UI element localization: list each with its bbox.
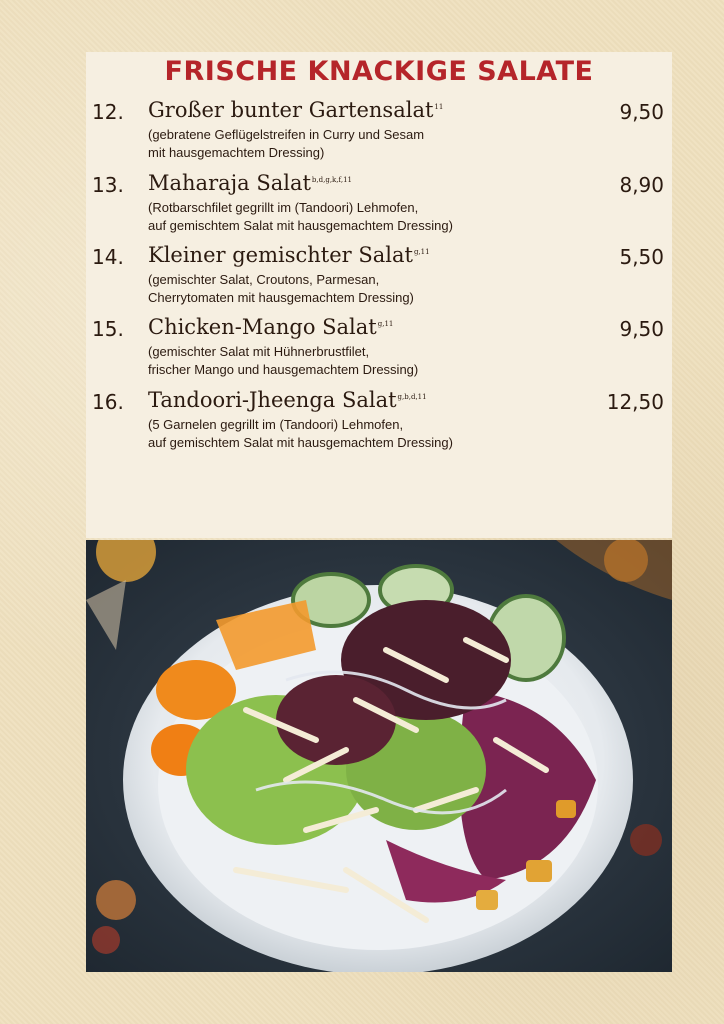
item-price: 9,50 [619,317,664,341]
item-name: Tandoori-Jheenga Salat$^{g,b,d,11}$ [148,388,427,412]
item-number: 16. [92,390,124,414]
salad-photo [86,540,672,972]
item-description: (5 Garnelen gegrillt im (Tandoori) Lehmofen, auf gemischtem Salat mit hausgemachtem Dressing) [148,417,453,450]
menu-item [86,245,672,315]
item-description: (gemischter Salat, Croutons, Parmesan, Cherrytomaten mit hausgemachtem Dressing) [148,272,414,305]
item-price: 9,50 [619,100,664,124]
menu-panel [86,52,672,538]
item-allergens: g,b,d,11 [397,393,427,401]
menu-item [86,100,672,170]
item-name: Chicken-Mango Salat$^{g,11}$ [148,315,394,339]
item-price: 8,90 [619,173,664,197]
item-description: (gemischter Salat mit Hühnerbrustfilet, frischer Mango und hausgemachtem Dressing) [148,344,419,377]
menu-title: FRISCHE KNACKIGE SALATE [164,56,594,87]
item-number: 14. [92,245,124,269]
item-description: (gebratene Geflügelstreifen in Curry und Sesam mit hausgemachtem Dressing) [148,127,425,160]
menu-item [86,173,672,243]
item-number: 13. [92,173,124,197]
item-price: 12,50 [606,390,664,414]
item-allergens: b,d,g,k,f,11 [311,176,352,184]
item-description: (Rotbarschfilet gegrillt im (Tandoori) Lehmofen, auf gemischtem Salat mit hausgemachtem Dressing) [148,200,453,233]
item-name: Großer bunter Gartensalat$^{11}$ [148,98,444,122]
item-price: 5,50 [619,245,664,269]
menu-item [86,317,672,387]
item-name: Kleiner gemischter Salat$^{g,11}$ [148,243,430,267]
menu-item [86,390,672,460]
item-allergens: g,11 [413,248,430,256]
item-number: 12. [92,100,124,124]
item-number: 15. [92,317,124,341]
item-name: Maharaja Salat$^{b,d,g,k,f,11}$ [148,171,352,195]
item-allergens: 11 [434,103,444,111]
item-allergens: g,11 [377,320,394,328]
